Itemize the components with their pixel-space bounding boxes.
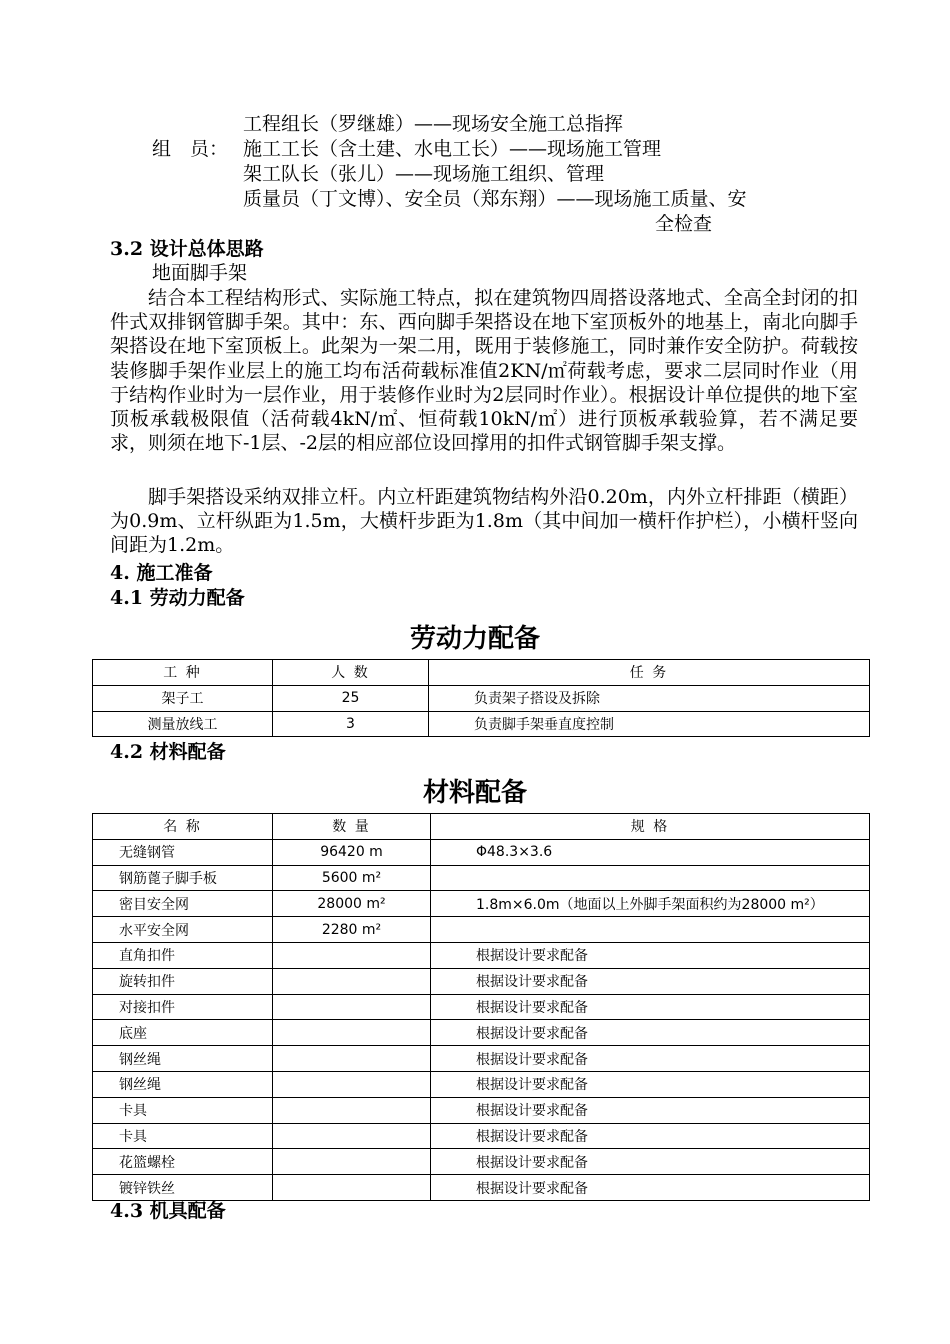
section-heading-3-2: 3.2 设计总体思路 — [110, 238, 264, 260]
table-row — [93, 1149, 870, 1175]
table-cell: 密目安全网 — [93, 891, 273, 917]
table-cell: 根据设计要求配备 — [431, 1149, 870, 1175]
subheading-ground-scaffold: 地面脚手架 — [152, 262, 248, 284]
table-row — [93, 711, 870, 737]
table-cell: 96420 m — [273, 839, 431, 865]
table-cell: 2280 m² — [273, 917, 431, 943]
section-heading-4-1: 4.1 劳动力配备 — [110, 587, 245, 609]
table-cell — [273, 1175, 431, 1201]
table-cell: 旋转扣件 — [93, 968, 273, 994]
material-table — [92, 813, 870, 1201]
header-cell: 规 格 — [431, 814, 870, 840]
org-line-quality-safety-cont: 全检查 — [655, 213, 713, 235]
org-line-quality-safety: 质量员（丁文博）、安全员（郑东翔）——现场施工质量、安 — [243, 188, 747, 210]
table-cell: 根据设计要求配备 — [431, 1123, 870, 1149]
table-cell: 卡具 — [93, 1123, 273, 1149]
table-row — [93, 917, 870, 943]
table-row — [93, 1020, 870, 1046]
table-row — [93, 839, 870, 865]
table-cell — [273, 1097, 431, 1123]
table-cell: 根据设计要求配备 — [431, 1175, 870, 1201]
table-row — [93, 942, 870, 968]
header-cell: 人 数 — [273, 660, 429, 686]
table-cell: 钢筋蓖子脚手板 — [93, 865, 273, 891]
section-heading-4-3: 4.3 机具配备 — [110, 1200, 226, 1222]
org-line-captain: 架工队长（张儿）——现场施工组织、管理 — [243, 163, 605, 185]
table-cell: 卡具 — [93, 1097, 273, 1123]
header-cell: 名 称 — [93, 814, 273, 840]
table-cell: 根据设计要求配备 — [431, 994, 870, 1020]
header-cell: 任 务 — [429, 660, 870, 686]
table-row — [93, 685, 870, 711]
table-cell: Φ48.3×3.6 — [431, 839, 870, 865]
material-table-title: 材料配备 — [422, 778, 527, 808]
table-header-row — [93, 660, 870, 686]
table-cell — [273, 1071, 431, 1097]
table-header-row — [93, 814, 870, 840]
table-cell: 直角扣件 — [93, 942, 273, 968]
table-cell — [273, 942, 431, 968]
table-cell: 测量放线工 — [93, 711, 273, 737]
table-cell — [273, 1123, 431, 1149]
table-cell: 25 — [273, 685, 429, 711]
table-cell: 根据设计要求配备 — [431, 1071, 870, 1097]
table-cell — [273, 1020, 431, 1046]
table-cell — [431, 917, 870, 943]
table-cell: 水平安全网 — [93, 917, 273, 943]
table-row — [93, 968, 870, 994]
table-cell: 5600 m² — [273, 865, 431, 891]
table-cell: 钢丝绳 — [93, 1046, 273, 1072]
table-cell: 花篮螺栓 — [93, 1149, 273, 1175]
section-heading-4: 4. 施工准备 — [110, 562, 213, 584]
table-cell: 根据设计要求配备 — [431, 1020, 870, 1046]
table-cell: 根据设计要求配备 — [431, 1097, 870, 1123]
header-cell: 数 量 — [273, 814, 431, 840]
table-cell: 底座 — [93, 1020, 273, 1046]
members-label: 组 员： — [152, 138, 229, 160]
table-cell — [273, 968, 431, 994]
table-row — [93, 1071, 870, 1097]
table-cell — [431, 865, 870, 891]
table-cell — [273, 994, 431, 1020]
paragraph-design-2: 脚手架搭设采纳双排立杆。内立杆距建筑物结构外沿0.20m，内外立杆排距（横距）为0.9m、立杆纵距为1.5m，大横杆步距为1.8m（其中间加一横杆作护栏），小横杆竖向间距为1.2m。 — [110, 486, 858, 557]
paragraph-design-1: 结合本工程结构形式、实际施工特点，拟在建筑物四周搭设落地式、全高全封闭的扣件式双排钢管脚手架。其中：东、西向脚手架搭设在地下室顶板外的地基上，南北向脚手架搭设在地下室顶板上。此架为一架二用，既用于装修施工，同时兼作安全防护。荷载按装修脚手架作业层上的施工均布活荷载标准值2KN/㎡荷载考虑，要求二层同时作业（用于结构作业时为一层作业，用于装修作业时为2层同时作业）。根据设计单位提供的地下室顶板承载极限值（活荷载4kN/㎡、恒荷载10kN/㎡）进行顶板承载验算，若不满足要求，则须在地下-1层、-2层的相应部位设回撑用的扣件式钢管脚手架支撑。 — [110, 287, 858, 455]
section-heading-4-2: 4.2 材料配备 — [110, 741, 226, 763]
table-cell: 无缝钢管 — [93, 839, 273, 865]
table-cell: 1.8m×6.0m（地面以上外脚手架面积约为28000 m²） — [431, 891, 870, 917]
table-cell: 镀锌铁丝 — [93, 1175, 273, 1201]
header-cell: 工 种 — [93, 660, 273, 686]
table-cell: 架子工 — [93, 685, 273, 711]
table-cell: 28000 m² — [273, 891, 431, 917]
table-row — [93, 1175, 870, 1201]
org-line-foreman: 施工工长（含土建、水电工长）——现场施工管理 — [243, 138, 662, 160]
table-row — [93, 1097, 870, 1123]
table-row — [93, 1046, 870, 1072]
table-cell: 钢丝绳 — [93, 1071, 273, 1097]
table-cell — [273, 1046, 431, 1072]
table-cell: 负责脚手架垂直度控制 — [429, 711, 870, 737]
table-cell: 3 — [273, 711, 429, 737]
labor-table — [92, 659, 870, 737]
labor-table-title: 劳动力配备 — [409, 624, 540, 654]
table-cell: 根据设计要求配备 — [431, 968, 870, 994]
table-cell: 根据设计要求配备 — [431, 1046, 870, 1072]
table-row — [93, 891, 870, 917]
table-cell: 负责架子搭设及拆除 — [429, 685, 870, 711]
table-cell: 根据设计要求配备 — [431, 942, 870, 968]
table-row — [93, 994, 870, 1020]
org-line-leader: 工程组长（罗继雄）——现场安全施工总指挥 — [243, 113, 624, 135]
table-cell: 对接扣件 — [93, 994, 273, 1020]
table-row — [93, 865, 870, 891]
table-cell — [273, 1149, 431, 1175]
table-row — [93, 1123, 870, 1149]
